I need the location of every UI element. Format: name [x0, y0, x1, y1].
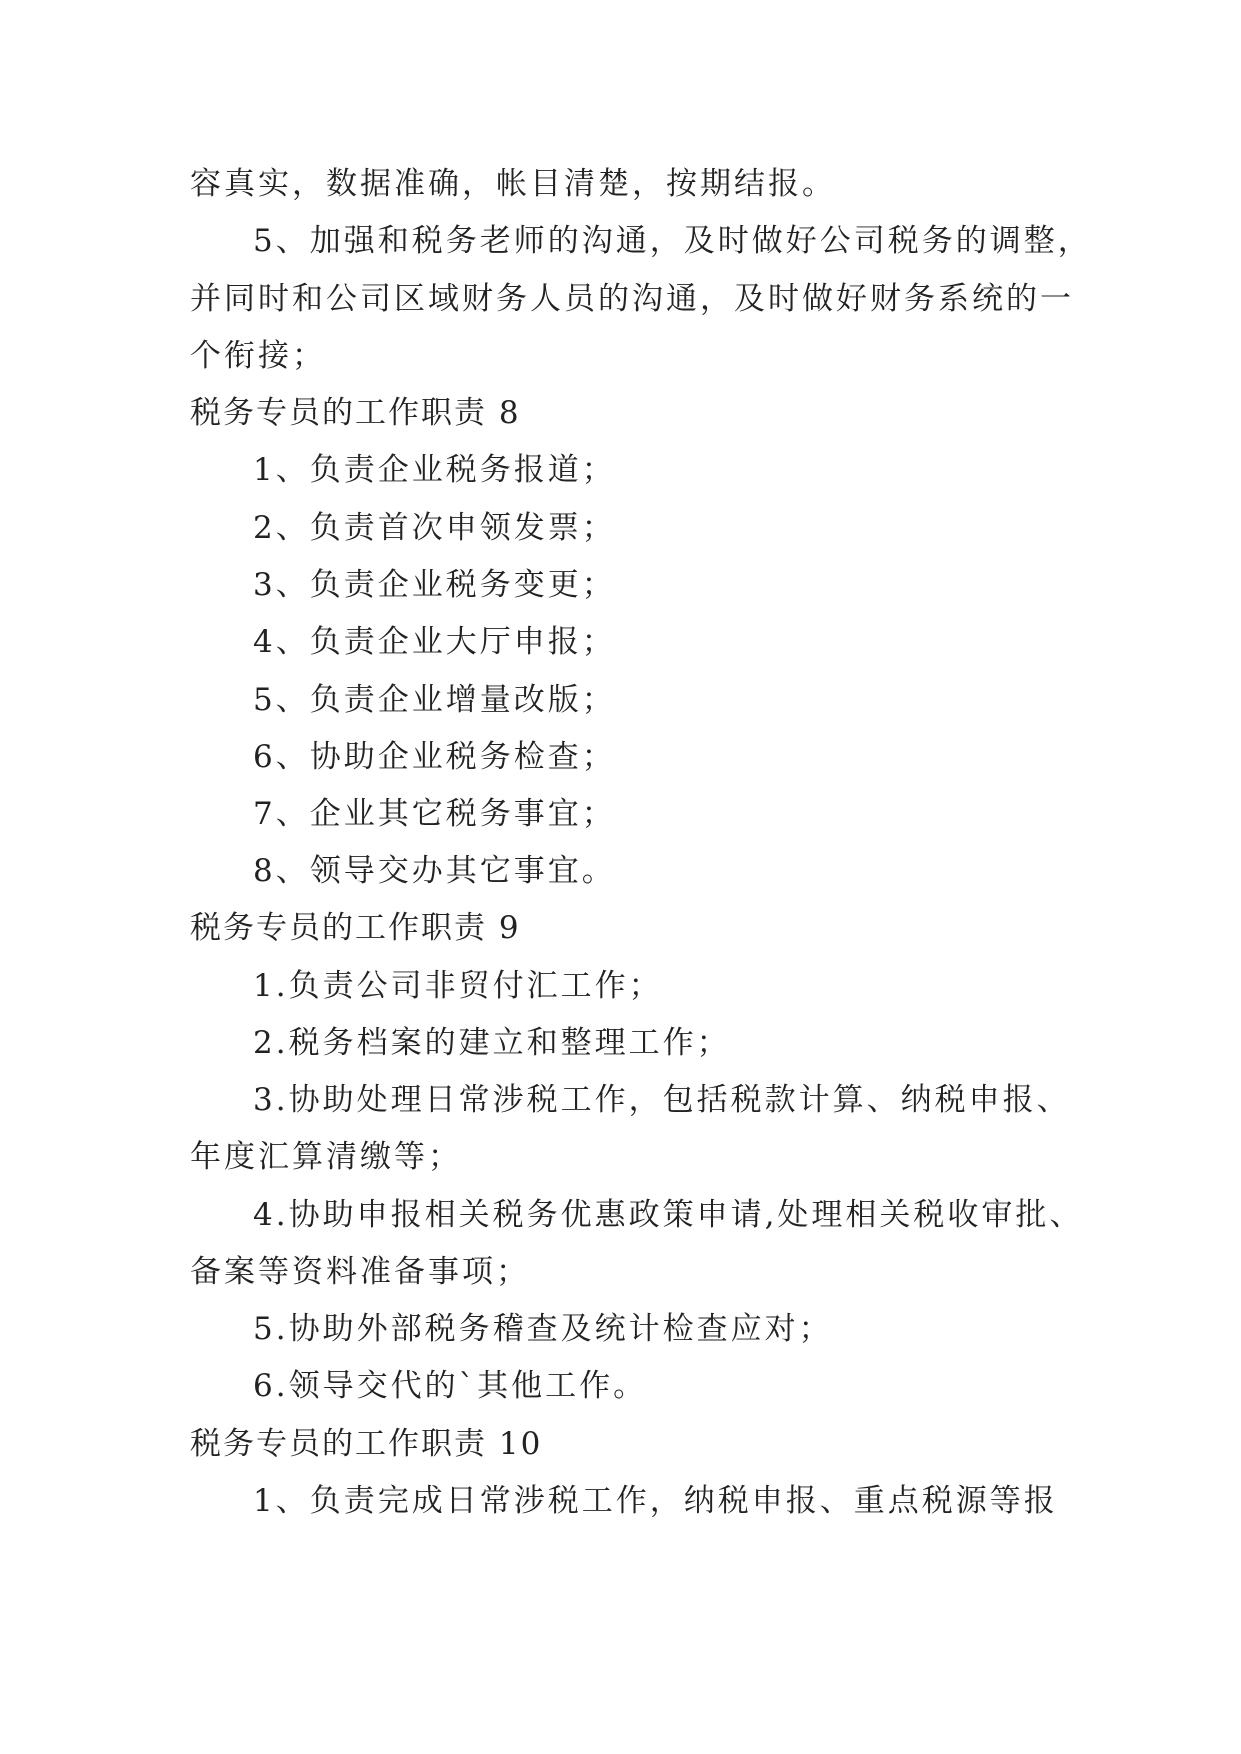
- paragraph-line: 个衔接；: [190, 338, 326, 374]
- paragraph-line: 并同时和公司区域财务人员的沟通，及时做好财务系统的一: [190, 281, 1074, 317]
- list-item: 4.协助申报相关税务优惠政策申请,处理相关税收审批、: [253, 1197, 1084, 1233]
- list-item: 2.税务档案的建立和整理工作；: [253, 1025, 731, 1061]
- paragraph-line: 容真实，数据准确，帐目清楚，按期结报。: [190, 166, 836, 202]
- paragraph-line: 5、加强和税务老师的沟通，及时做好公司税务的调整，: [253, 223, 1092, 259]
- section-heading: 税务专员的工作职责 10: [190, 1426, 543, 1462]
- list-item: 1、负责完成日常涉税工作，纳税申报、重点税源等报: [253, 1483, 1058, 1519]
- list-item: 3、负责企业税务变更；: [253, 567, 616, 603]
- list-item: 5.协助外部税务稽查及统计检查应对；: [253, 1311, 833, 1347]
- list-item: 6.领导交代的`其他工作。: [253, 1368, 648, 1404]
- list-item: 8、领导交办其它事宜。: [253, 853, 616, 889]
- list-item: 5、负责企业增量改版；: [253, 682, 616, 718]
- list-item: 1.负责公司非贸付汇工作；: [253, 968, 663, 1004]
- list-item: 3.协助处理日常涉税工作，包括税款计算、纳税申报、: [253, 1082, 1071, 1118]
- list-item: 1、负责企业税务报道；: [253, 452, 616, 488]
- list-item: 6、协助企业税务检查；: [253, 739, 616, 775]
- list-item: 2、负责首次申领发票；: [253, 510, 616, 546]
- section-heading: 税务专员的工作职责 9: [190, 910, 521, 946]
- paragraph-line: 备案等资料准备事项；: [190, 1254, 530, 1290]
- list-item: 7、企业其它税务事宜；: [253, 796, 616, 832]
- list-item: 4、负责企业大厅申报；: [253, 624, 616, 660]
- paragraph-line: 年度汇算清缴等；: [190, 1139, 462, 1175]
- section-heading: 税务专员的工作职责 8: [190, 395, 521, 431]
